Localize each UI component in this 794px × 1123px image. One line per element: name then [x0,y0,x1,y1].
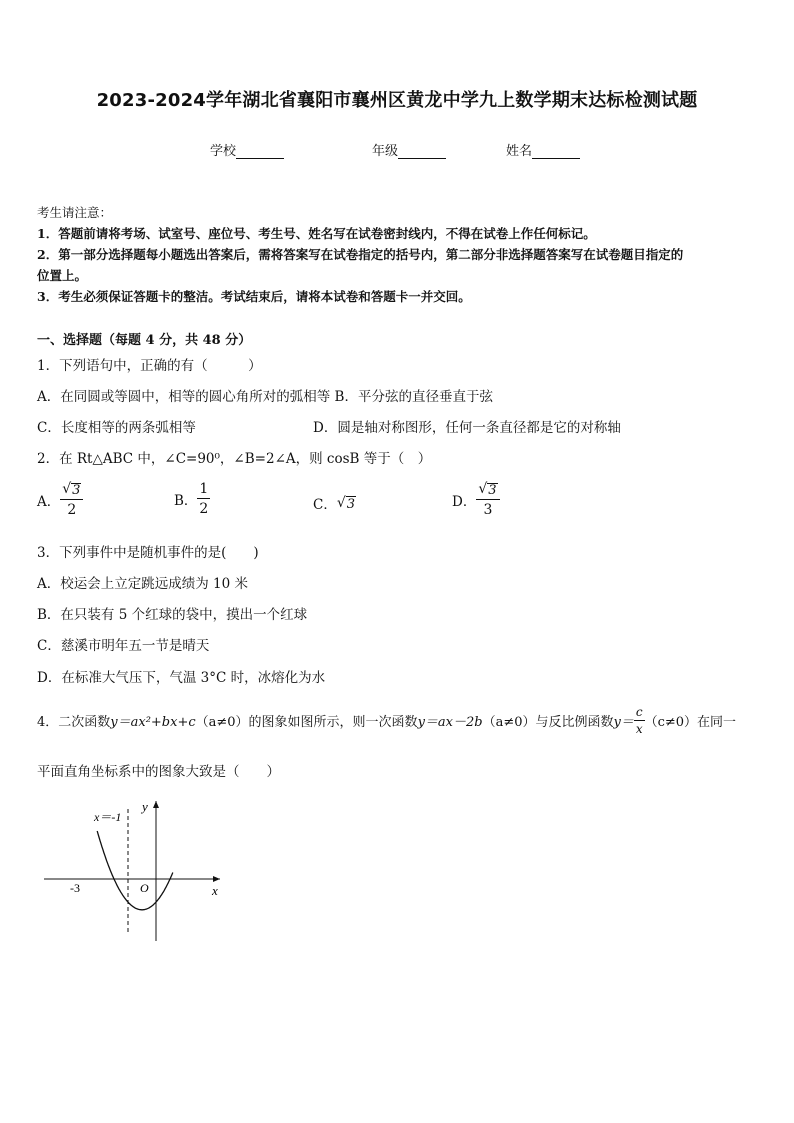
parabola-graph [40,795,230,945]
q2-a-radicand: 3 [72,483,81,498]
y-axis-arrow [153,801,159,808]
notice-item-1: 1．答题前请将考场、试室号、座位号、考生号、姓名写在试卷密封线内，不得在试卷上作任何标记。 [37,226,596,241]
q2-c-label: C． [313,497,337,513]
q4-inverse-numerator: c [635,705,643,719]
school-blank[interactable] [236,145,284,159]
q2-a-label: A． [37,493,61,510]
q4-inverse-fraction [634,706,645,735]
grade-blank[interactable] [398,145,446,159]
q4-stem-start: 4．二次函数 [37,715,111,730]
q3-option-a[interactable]: A．校运会上立定跳远成绩为 10 米 [37,576,249,592]
q4-stem [37,706,736,735]
q2-option-c[interactable]: C． √ 3 [313,494,356,513]
notice-heading: 考生请注意： [37,205,113,220]
q2-d-radicand: 3 [488,483,497,498]
notice-item-2: 2．第一部分选择题每小题选出答案后，需将答案写在试卷指定的括号内，第二部分非选择题答案写在试卷题目指定的 [37,247,684,262]
q2-option-b[interactable] [174,482,210,516]
q2-option-d[interactable] [452,482,500,517]
axis-of-symmetry-label: x＝-1 [94,810,122,824]
q2-b-label: B． [174,493,198,509]
q1-option-d[interactable]: D．圆是轴对称图形，任何一条直径都是它的对称轴 [313,420,621,436]
q2-option-a[interactable] [37,482,83,517]
name-blank[interactable] [532,145,580,159]
parabola-curve [97,831,173,910]
q2-d-fraction: √ 3 3 [476,482,499,517]
x-axis-arrow [213,876,220,882]
q2-d-label: D． [452,493,477,510]
q1-stem: 1．下列语句中，正确的有（ ） [37,358,262,374]
page-title: 2023-2024学年湖北省襄阳市襄州区黄龙中学九上数学期末达标检测试题 [96,90,698,111]
q4-inverse-denominator: x [635,722,643,736]
q4-quadratic: y＝ax²+bx+c [110,715,196,730]
q4-cond3: （c≠0）在同一 [644,715,737,730]
q4-cond1: （a≠0）的图象如图所示，则一次函数 [195,715,418,730]
q1-option-c[interactable]: C．长度相等的两条弧相等 [37,420,196,436]
q3-stem: 3．下列事件中是随机事件的是( ) [37,545,259,561]
q3-option-d[interactable]: D．在标准大气压下，气温 3°C 时，冰熔化为水 [37,670,326,686]
q2-b-denominator: 2 [199,501,209,517]
section-heading: 一、选择题（每题 4 分，共 48 分） [37,333,252,348]
school-field [210,140,284,159]
q1-option-a[interactable]: A．在同圆或等圆中，相等的圆心角所对的弧相等 B．平分弦的直径垂直于弦 [37,389,493,405]
origin-label: O [140,881,149,895]
q2-stem: 2．在 Rt△ABC 中，∠C=90⁰，∠B=2∠A，则 cosB 等于（ ） [37,451,432,467]
q2-a-denominator: 2 [67,502,77,518]
name-label: 姓名 [506,144,533,159]
q4-linear: y＝ax－2b [417,715,483,730]
grade-field [372,140,446,159]
q4-cond2: （a≠0）与反比例函数 [482,715,614,730]
q2-b-fraction [197,482,210,516]
grade-label: 年级 [372,144,399,159]
school-label: 学校 [210,144,237,159]
q2-c-radicand: 3 [346,496,356,512]
q2-a-fraction: √ 3 2 [60,482,83,517]
q4-stem-line2: 平面直角坐标系中的图象大致是（ ） [37,764,280,780]
q4-inverse-prefix: y＝ [613,715,634,730]
name-field [506,140,580,159]
q3-option-b[interactable]: B．在只装有 5 个红球的袋中，摸出一个红球 [37,607,308,623]
q2-b-numerator: 1 [199,481,209,497]
notice-item-2-cont: 位置上。 [37,268,88,283]
root-label: -3 [70,881,80,895]
q3-option-c[interactable]: C．慈溪市明年五一节是晴天 [37,638,210,654]
notice-item-3: 3．考生必须保证答题卡的整洁。考试结束后，请将本试卷和答题卡一并交回。 [37,289,471,304]
x-axis-label: x [212,883,218,898]
y-axis-label: y [142,799,148,814]
q2-d-denominator: 3 [483,502,493,518]
